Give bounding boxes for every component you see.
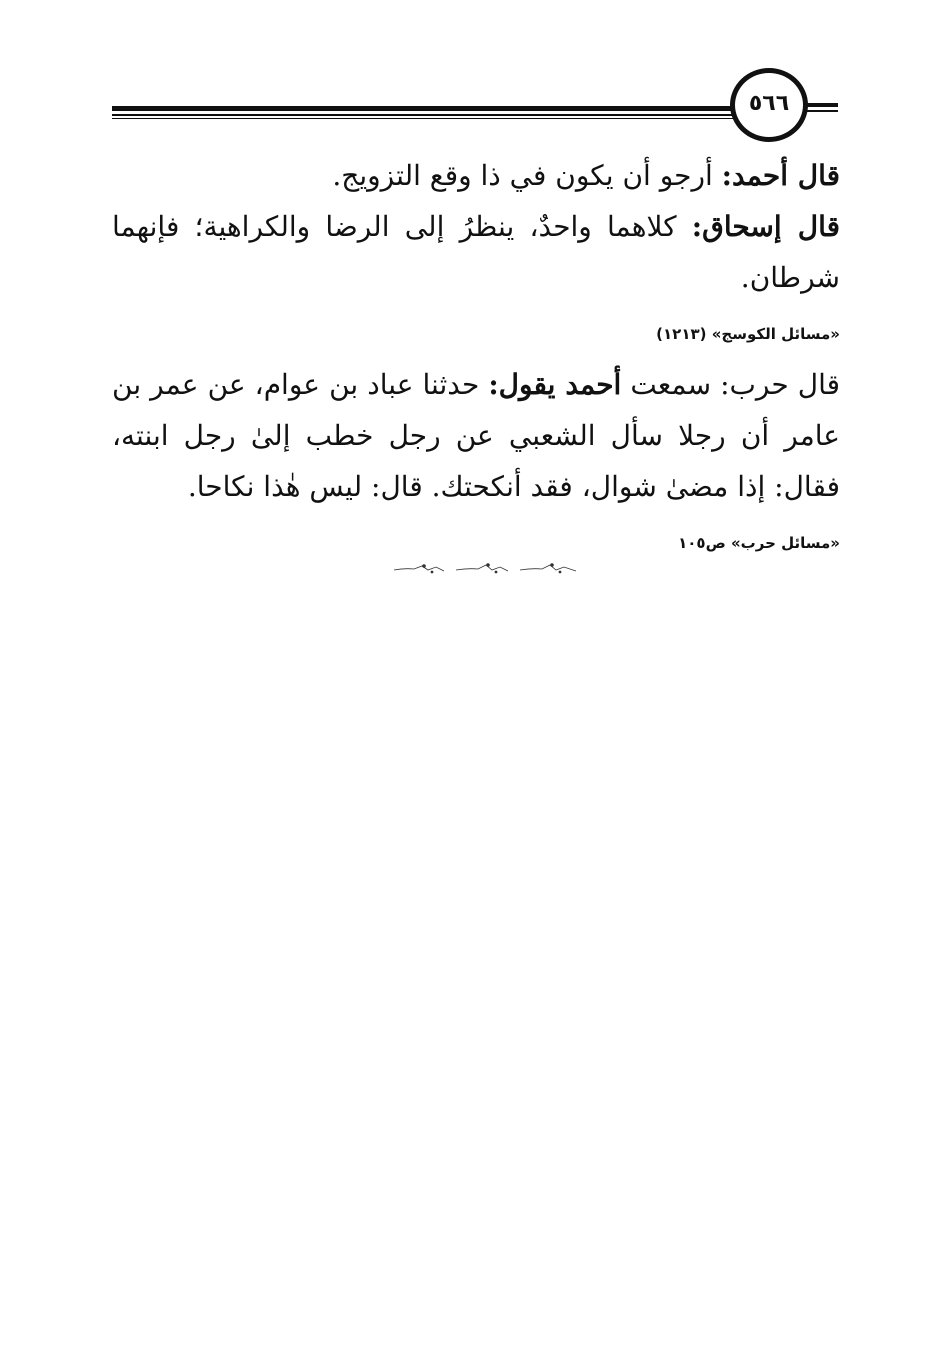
section-end-ornament-icon (392, 560, 580, 576)
entry-ishaq-text: كلاهما واحدٌ، ينظرُ إلى الرضا والكراهية؛ فإنهما شرطان. (112, 210, 840, 294)
header-rule-thin-lower (112, 118, 737, 119)
entry-ishaq (112, 201, 840, 303)
page-content (112, 150, 840, 568)
speaker-ishaq: قال إسحاق: (691, 210, 840, 243)
entry-harb-text: حدثنا عباد بن عوام، عن عمر بن عامر أن رجلا سأل الشعبي عن رجل خطب إلىٰ رجل ابنته، فقال: إذا مضىٰ شوال، فقد أنكحتك. قال: ليس هٰذا نكاحا. (112, 368, 840, 503)
speaker-ahmad: قال أحمد: (721, 159, 840, 192)
header-rule-thin (112, 114, 737, 116)
citation-harb: «مسائل حرب» ص١٠٥ (678, 534, 840, 552)
entry-harb (112, 359, 840, 512)
entry-ahmad (112, 150, 840, 201)
entry-harb-prefix: قال حرب: سمعت (621, 368, 840, 401)
citation-kawsaj: «مسائل الكوسج» (١٢١٣) (656, 325, 840, 343)
page-number-badge (730, 68, 808, 142)
header-rule-thick (112, 106, 737, 111)
page-header (112, 68, 838, 150)
speaker-ahmad-harb: أحمد يقول: (488, 368, 622, 401)
entry-ahmad-text: أرجو أن يكون في ذا وقع التزويج. (332, 159, 722, 192)
page-number: ٥٦٦ (748, 90, 790, 116)
